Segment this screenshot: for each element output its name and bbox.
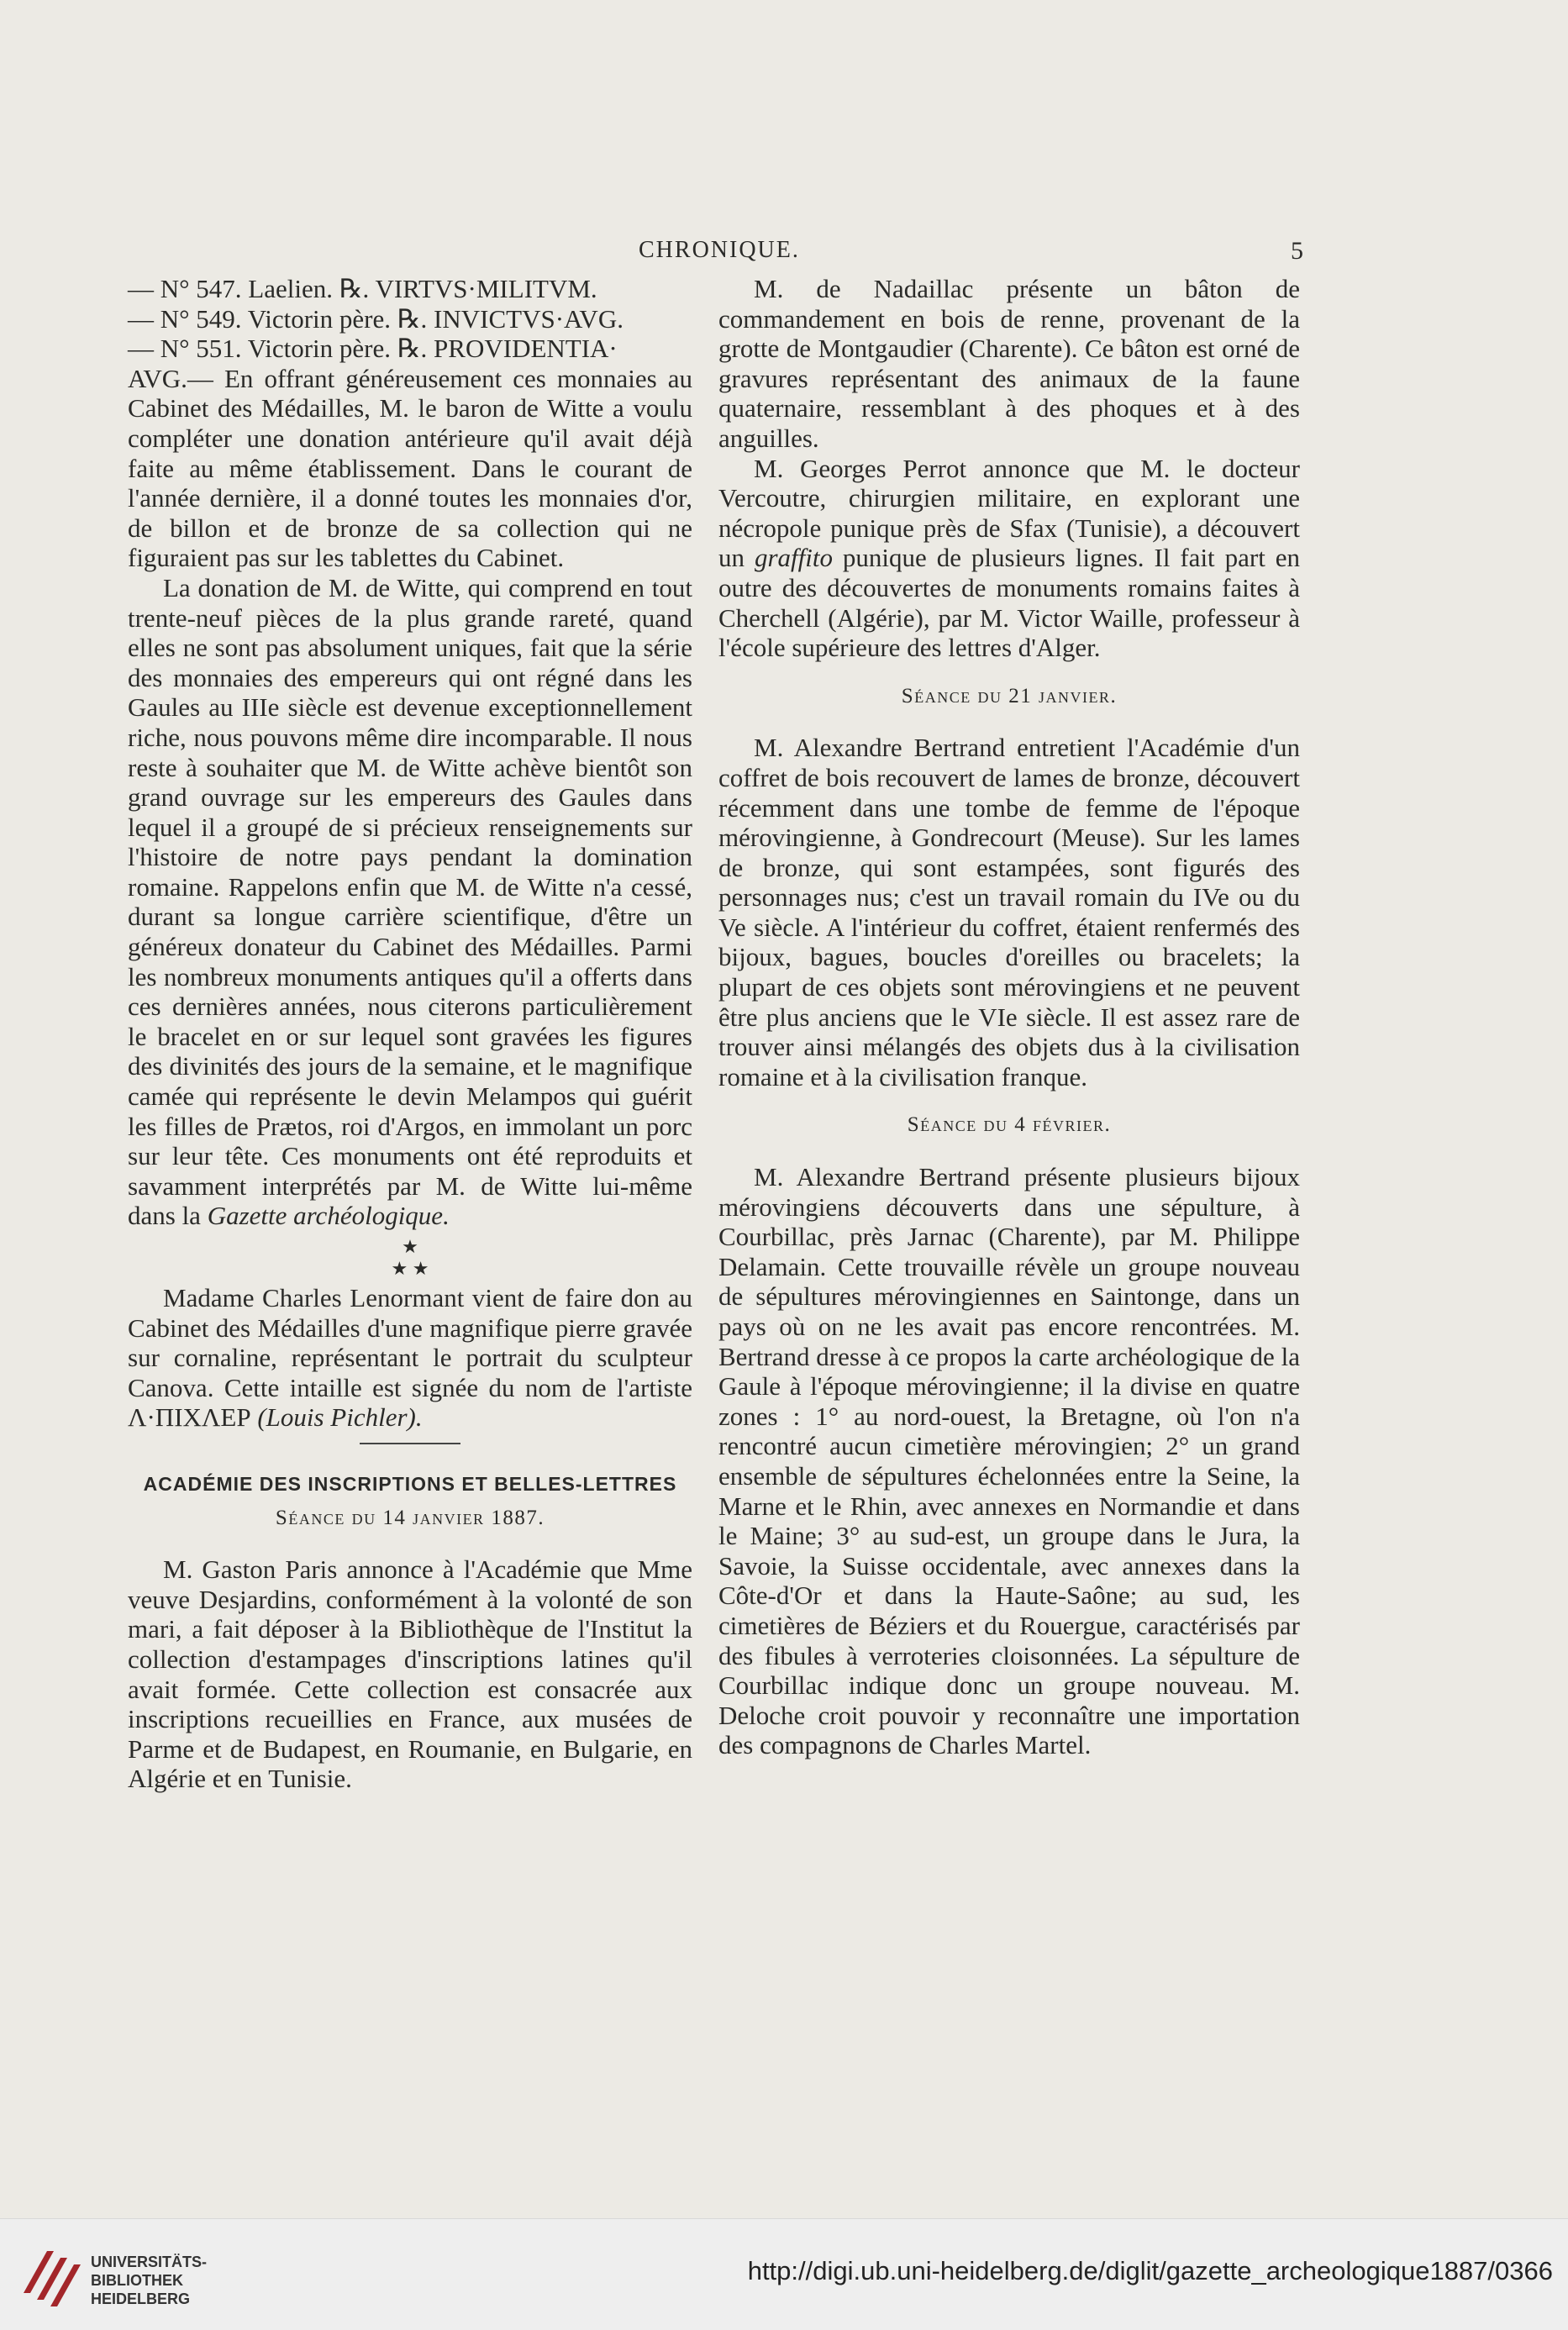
paragraph-text: M. Georges Perrot annonce que M. le docteur Vercoutre, chirurgien militaire, en explorant une nécropole punique près de Sfax (Tunisie), a découvert un bbox=[718, 453, 1300, 573]
header-title: CHRONIQUE. bbox=[639, 237, 800, 263]
paragraph-text: La donation de M. de Witte, qui comprend en tout trente-neuf pièces de la plus grande rareté, quand elles ne sont pas absolument uniques, fait que la série des monnaies des empereurs qui ont régné dans les Gaules au IIIe siècle est devenue exceptionnellement riche, nous pouvons même dire incomparable. Il nous reste à souhaiter que M. de Witte achève bientôt son grand ouvrage sur les empereurs des Gaules dans lequel il a groupé de si précieux renseignements sur l'histoire de notre pays pendant la domination romaine. Rappelons enfin que M. de Witte n'a cessé, durant sa longue carrière scientifique, d'être un généreux donateur du Cabinet des Médailles. Parmi les nombreux monuments antiques qu'il a offerts dans ces dernières années, nous citerons particulièrement le bracelet en or sur lequel sont gravées les figures des divinités des jours de la semaine, et le magnifique camée qui représente le devin Melampos qui guérit les filles de Prætos, roi d'Argos, en immolant un porc sur leur tête. Ces monuments ont été reproduits et savamment interprétés par M. de Witte lui-même dans la bbox=[128, 572, 692, 1231]
page-number: 5 bbox=[1291, 237, 1303, 265]
running-header bbox=[126, 237, 1302, 271]
paragraph-text: Madame Charles Lenormant vient de faire don au Cabinet des Médailles d'une magnifique pierre gravée sur cornaline, représentant le portrait du sculpteur Canova. Cette intaille est signée du nom de l'artiste Λ·ΠΙΧΛΕΡ bbox=[128, 1283, 692, 1433]
session-heading: Séance du 14 janvier 1887. bbox=[275, 1506, 545, 1529]
academy-heading: ACADÉMIE DES INSCRIPTIONS ET BELLES-LETTRES bbox=[143, 1472, 677, 1495]
paragraph: M. de Nadaillac présente un bâton de commandement en bois de renne, provenant de la grotte de Montgaudier (Charente). Ce bâton est orné de gravures représentant des animaux de la faune quaternaire, ressemblant à des phoques et à des anguilles. bbox=[718, 274, 1300, 453]
library-name bbox=[91, 2253, 207, 2308]
asterism-star: ★ bbox=[402, 1236, 418, 1257]
session-heading: Séance du 4 février. bbox=[907, 1113, 1112, 1137]
paragraph bbox=[128, 1283, 692, 1433]
right-column bbox=[718, 274, 1300, 1760]
section-divider bbox=[360, 1443, 460, 1444]
library-name-line: BIBLIOTHEK bbox=[91, 2272, 183, 2289]
artist-name: (Louis Pichler). bbox=[257, 1402, 423, 1433]
list-item: — N° 547. Laelien. ℞. VIRTVS·MILITVM. bbox=[128, 274, 597, 303]
list-item: — N° 551. Victorin père. ℞. PROVIDENTIA· bbox=[128, 334, 618, 364]
paragraph: M. Gaston Paris annonce à l'Académie que Mme veuve Desjardins, conformément à la volonté de son mari, a fait déposer à la Bibliothèque de l'Institut la collection d'estampages d'inscriptions latines qu'il avait formée. Cette collection est consacrée aux inscriptions recueillies en France, aux musées de Parme et de Budapest, en Roumanie, en Bulgarie, en Algérie et en Tunisie. bbox=[128, 1554, 692, 1794]
italic-term: graffito bbox=[754, 543, 833, 573]
footer-bar bbox=[0, 2218, 1568, 2330]
paragraph: AVG.— En offrant généreusement ces monnaies au Cabinet des Médailles, M. le baron de Witte a voulu compléter une donation antérieure qu'il avait déjà faite au même établissement. Dans le courant de l'année dernière, il a donné toutes les monnaies d'or, de billon et de bronze de sa collection qui ne figuraient pas sur les tablettes du Cabinet. bbox=[128, 363, 692, 573]
asterism bbox=[128, 1236, 692, 1280]
paragraph-text: punique de plusieurs lignes. Il fait part en outre des découvertes de monuments romains faites à Cherchell (Algérie), par M. Victor Waille, professeur à l'école supérieure des lettres d'Alger. bbox=[718, 543, 1300, 663]
university-library-logo[interactable] bbox=[17, 2234, 84, 2310]
left-column bbox=[128, 274, 692, 1794]
paragraph: M. Alexandre Bertrand présente plusieurs bijoux mérovingiens découverts dans une sépulture, à Courbillac, près Jarnac (Charente), par M. Philippe Delamain. Cette trouvaille révèle un groupe nouveau de sépultures mérovingiennes en Saintonge, dans un pays où on ne les avait pas encore rencontrées. M. Bertrand dresse à ce propos la carte archéologique de la Gaule à l'époque mérovingienne; il la divise en quatre zones : 1° au nord-ouest, la Bretagne, où l'on n'a rencontré aucun cimetière mérovingien; 2° un grand ensemble de sépultures échelonnées entre la Seine, la Marne et le Rhin, avec annexes en Normandie et dans le Maine; 3° au sud-est, un groupe dans le Jura, la Savoie, la Suisse occidentale, avec annexes dans la Côte-d'Or et dans la Haute-Saône; au sud, les cimetières de Béziers et du Rouergue, caractérisés par des fibules à verroteries cloisonnées. La sépulture de Courbillac indique donc un groupe nouveau. M. Deloche croit pouvoir y reconnaître une importation des compagnons de Charles Martel. bbox=[718, 1162, 1300, 1760]
asterism-stars: ★ ★ bbox=[391, 1258, 429, 1279]
library-name-line: UNIVERSITÄTS- bbox=[91, 2254, 208, 2270]
paragraph: M. Alexandre Bertrand entretient l'Académie d'un coffret de bois recouvert de lames de bronze, découvert récemment dans une tombe de femme de l'époque mérovingienne, à Gondrecourt (Meuse). Sur les lames de bronze, qui sont estampées, sont figurés des personnages nus; c'est un travail romain du IVe ou du Ve siècle. A l'intérieur du coffret, étaient renfermés des bijoux, bagues, boucles d'oreilles ou bracelets; la plupart de ces objets sont mérovingiens et ne peuvent être plus anciens que le VIe siècle. Il est assez rare de trouver ainsi mélangés des objets dus à la civilisation romaine et à la civilisation franque. bbox=[718, 733, 1300, 1091]
library-name-line: HEIDELBERG bbox=[91, 2291, 191, 2307]
paragraph bbox=[128, 573, 692, 1231]
session-heading: Séance du 21 janvier. bbox=[901, 684, 1118, 707]
paragraph bbox=[718, 454, 1300, 663]
source-url-link[interactable]: http://digi.ub.uni-heidelberg.de/diglit/gazette_archeologique1887/0366 bbox=[747, 2256, 1553, 2285]
journal-title: Gazette archéologique. bbox=[207, 1201, 450, 1231]
list-item: — N° 549. Victorin père. ℞. INVICTVS·AVG. bbox=[128, 303, 624, 334]
